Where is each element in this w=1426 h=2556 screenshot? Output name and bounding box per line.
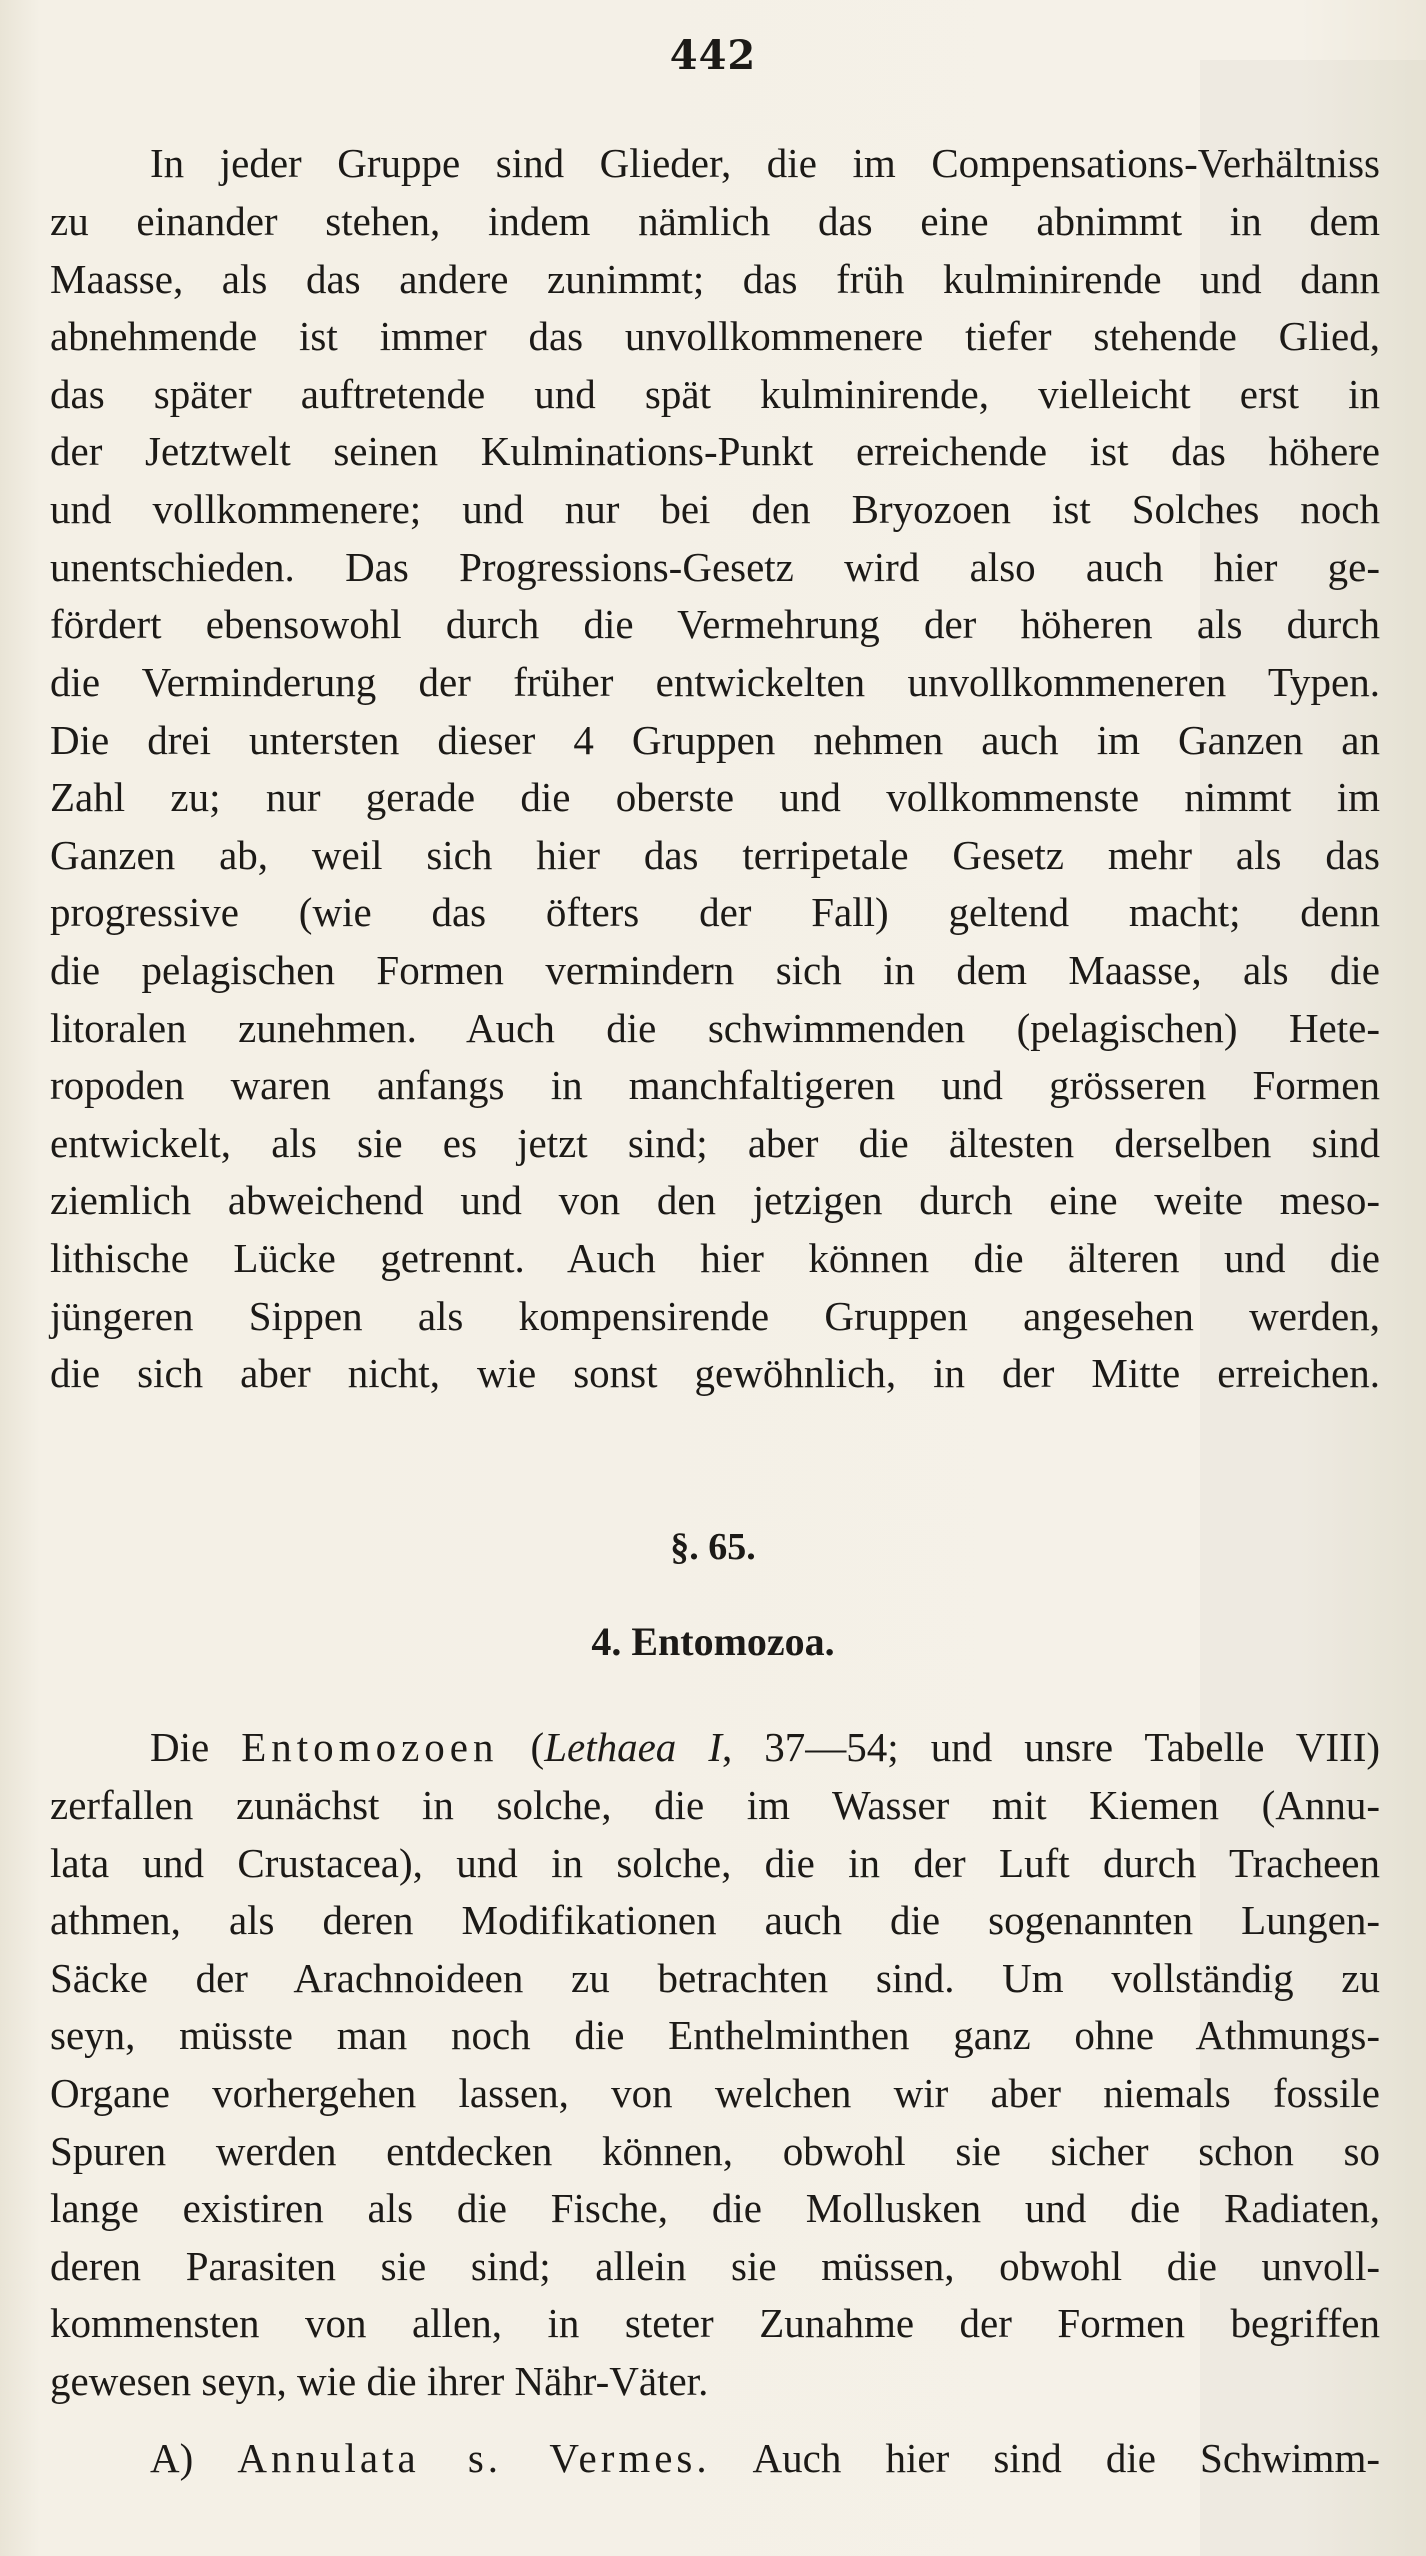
text-line: die Verminderung der früher entwickelten unvollkommeneren Typen. [50,659,1380,705]
text-line: seyn, müsste man noch die Enthelminthen ganz ohne Athmungs- [50,2012,1380,2058]
text-run: ( [498,1724,545,1770]
text-run: , 37—54; und unsre Tabelle VIII) [722,1724,1380,1770]
text-line: zu einander stehen, indem nämlich das eine abnimmt in dem [50,198,1380,244]
page-number: 442 [669,32,757,79]
text-line: und vollkommenere; und nur bei den Bryozoen ist Solches noch [50,486,1380,532]
text-line: gewesen seyn, wie die ihrer Nähr-Väter. [50,2358,709,2404]
text-line: Maasse, als das andere zunimmt; das früh kulminirende und dann [50,256,1380,302]
text-line: die sich aber nicht, wie sonst gewöhnlich, in der Mitte erreichen. [50,1350,1380,1396]
text-line: Zahl zu; nur gerade die oberste und vollkommenste nimmt im [50,774,1380,820]
text-line: jüngeren Sippen als kompensirende Gruppen angesehen werden, [50,1293,1380,1339]
text-run: A) [150,2435,238,2481]
text-line: fördert ebensowohl durch die Vermehrung der höheren als durch [50,601,1380,647]
text-line: das später auftretende und spät kulminirende, vielleicht erst in [50,371,1380,417]
text-line: lithische Lücke getrennt. Auch hier können die älteren und die [50,1235,1380,1281]
text-line: Die drei untersten dieser 4 Gruppen nehmen auch im Ganzen an [50,717,1380,763]
text-line: deren Parasiten sie sind; allein sie müssen, obwohl die unvoll- [50,2243,1380,2289]
section-number: §. 65. [670,1526,756,1568]
text-line: ropoden waren anfangs in manchfaltigeren und grösseren Formen [50,1062,1380,1108]
text-line: abnehmende ist immer das unvollkommenere tiefer stehende Glied, [50,313,1380,359]
text-line: In jeder Gruppe sind Glieder, die im Compensations-Verhältniss [150,140,1380,186]
text-line: lata und Crustacea), und in solche, die in der Luft durch Tracheen [50,1840,1380,1886]
spaced-term: Annulata s. Vermes. [237,2435,711,2481]
text-line: athmen, als deren Modifikationen auch die sogenannten Lungen- [50,1897,1380,1943]
text-line: unentschieden. Das Progressions-Gesetz wird also auch hier ge- [50,544,1380,590]
text-line: die pelagischen Formen vermindern sich in dem Maasse, als die [50,947,1380,993]
text-line: Ganzen ab, weil sich hier das terripetale Gesetz mehr als das [50,832,1380,878]
paragraph-first-line [150,1717,1380,1777]
text-line: progressive (wie das öfters der Fall) geltend macht; denn [50,889,1380,935]
spaced-term: Entomozoen [241,1724,499,1770]
text-line: Spuren werden entdecken können, obwohl sie sicher schon so [50,2128,1380,2174]
italic-reference: Lethaea I [544,1724,722,1770]
text-line: Säcke der Arachnoideen zu betrachten sind. Um vollständig zu [50,1955,1380,2001]
text-line: lange existiren als die Fische, die Mollusken und die Radiaten, [50,2185,1380,2231]
text-line: litoralen zunehmen. Auch die schwimmenden (pelagischen) Hete- [50,1005,1380,1051]
section-heading: 4. Entomozoa. [591,1619,835,1664]
text-run: Die [150,1724,242,1770]
text-run: Auch hier sind die Schwimm- [710,2435,1380,2481]
paragraph-first-line [150,2428,1380,2488]
text-line: der Jetztwelt seinen Kulminations-Punkt erreichende ist das höhere [50,428,1380,474]
text-line: Organe vorhergehen lassen, von welchen wir aber niemals fossile [50,2070,1380,2116]
text-line: ziemlich abweichend und von den jetzigen durch eine weite meso- [50,1177,1380,1223]
text-line: entwickelt, als sie es jetzt sind; aber die ältesten derselben sind [50,1120,1380,1166]
text-line: zerfallen zunächst in solche, die im Wasser mit Kiemen (Annu- [50,1782,1380,1828]
text-line: kommensten von allen, in steter Zunahme der Formen begriffen [50,2300,1380,2346]
